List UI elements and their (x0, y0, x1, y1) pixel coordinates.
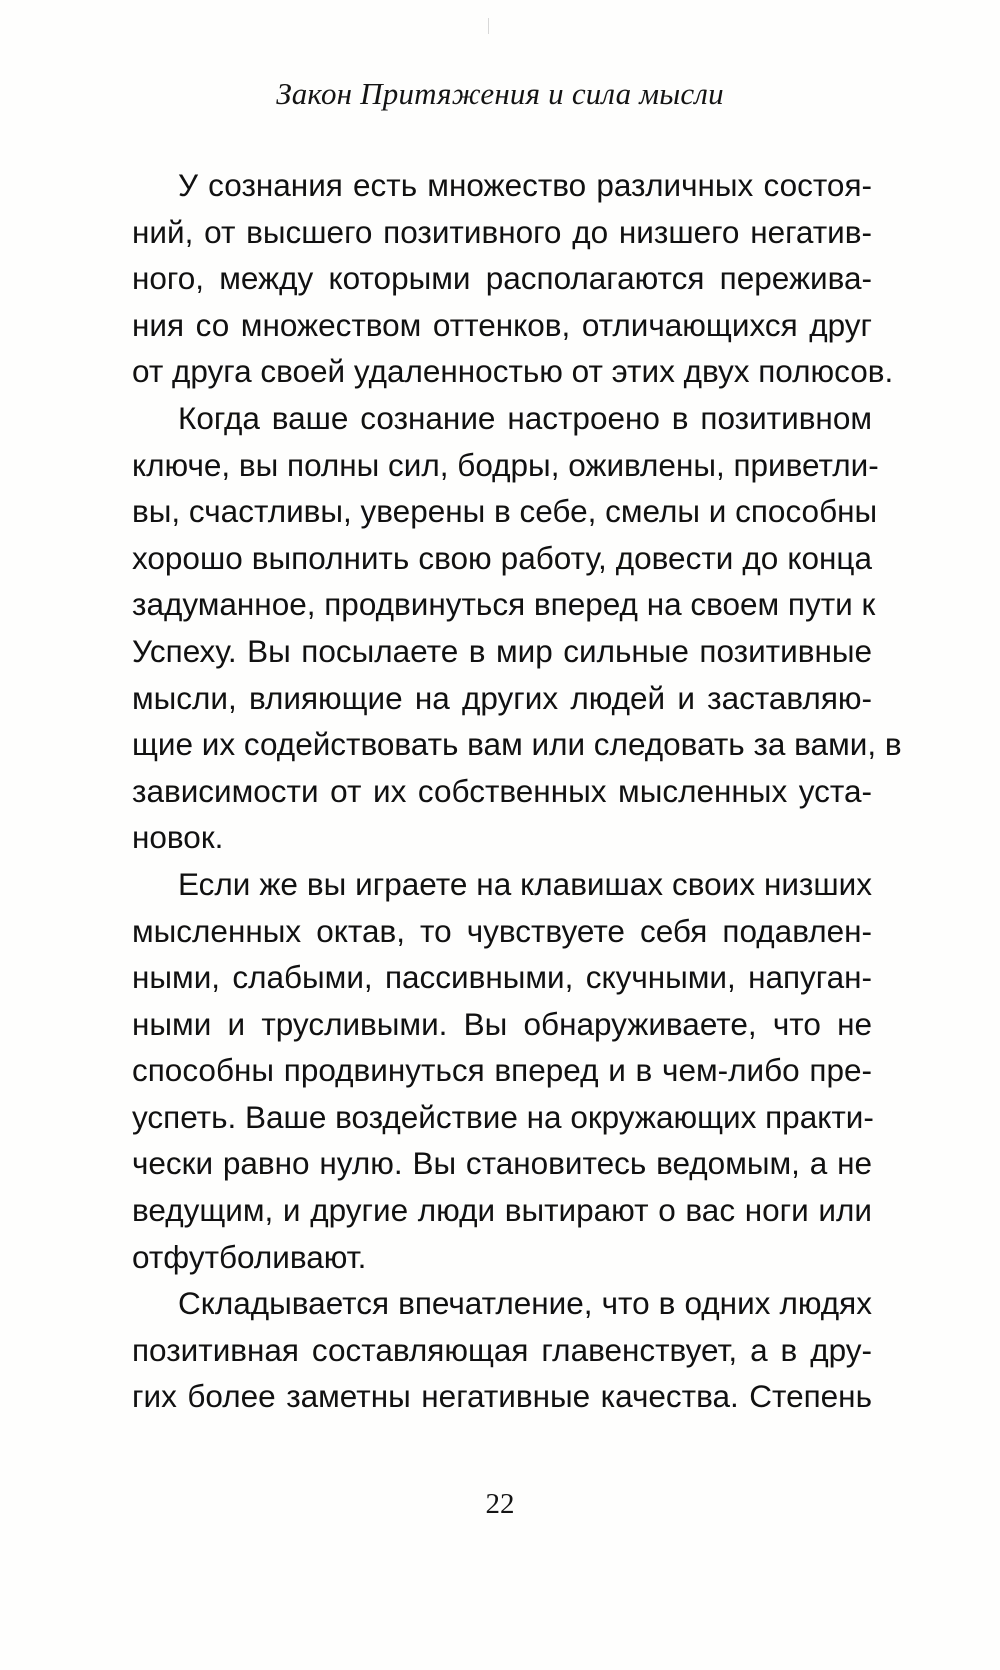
text-line: ний, от высшего позитивного до низшего негатив- (132, 213, 872, 250)
text-line: способны продвинуться вперед и в чем-либо пре- (132, 1052, 872, 1089)
text-line: ными и трусливыми. Вы обнаруживаете, что не (132, 1005, 872, 1042)
text-line: вы, счастливы, уверены в себе, смелы и способны (132, 493, 878, 530)
text-line: ключе, вы полны сил, бодры, оживлены, приветли- (132, 446, 879, 483)
text-line: зависимости от их собственных мысленных уста- (132, 772, 872, 809)
text-line: Когда ваше сознание настроено в позитивном (178, 399, 872, 436)
paragraph-1 (132, 162, 894, 395)
text-line: мысли, влияющие на других людей и заставляю- (132, 679, 872, 716)
page-number: 22 (485, 1488, 515, 1520)
text-line: мысленных октав, то чувствуете себя подавлен- (132, 912, 872, 949)
text-line: чески равно нулю. Вы становитесь ведомым, а не (132, 1145, 872, 1182)
text-line: задуманное, продвинуться вперед на своем пути к (132, 586, 876, 623)
text-line: Складывается впечатление, что в одних людях (178, 1285, 872, 1322)
text-line: отфутболивают. (132, 1238, 367, 1275)
text-line: от друга своей удаленностью от этих двух полюсов. (132, 353, 894, 390)
text-line: гих более заметны негативные качества. Степень (132, 1378, 872, 1415)
paragraph-3 (132, 861, 872, 1280)
paragraph-2 (132, 395, 902, 861)
text-line: хорошо выполнить свою работу, довести до конца (132, 539, 872, 576)
text-line: Если же вы играете на клавишах своих низших (178, 865, 872, 902)
text-line: позитивная составляющая главенствует, а в дру- (132, 1331, 872, 1368)
text-line: ными, слабыми, пассивными, скучными, напуган- (132, 959, 872, 996)
text-line: щие их содействовать вам или следовать за вами, в (132, 726, 902, 763)
text-line: Успеху. Вы посылаете в мир сильные позитивные (132, 632, 872, 669)
text-line: ведущим, и другие люди вытирают о вас ноги или (132, 1192, 872, 1229)
text-line: новок. (132, 819, 224, 856)
text-line: успеть. Ваше воздействие на окружающих практи- (132, 1098, 874, 1135)
text-line: ного, между которыми располагаются пережива- (132, 260, 872, 297)
text-line: У сознания есть множество различных состоя- (178, 167, 872, 203)
body-text (132, 162, 902, 1420)
paragraph-4 (132, 1280, 872, 1420)
text-line: ния со множеством оттенков, отличающихся друг (132, 306, 872, 343)
scan-mark (488, 18, 489, 34)
running-header: Закон Притяжения и сила мысли (276, 76, 724, 111)
